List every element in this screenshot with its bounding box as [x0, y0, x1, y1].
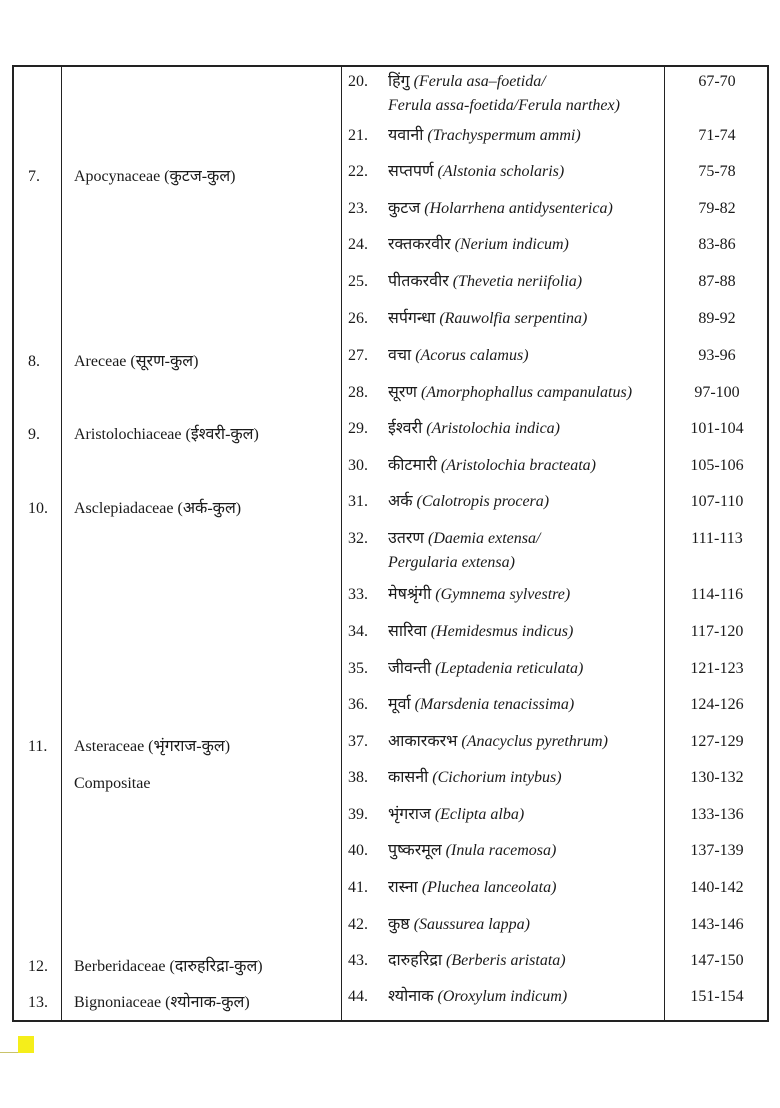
hindi-name: आकारकरभ	[388, 733, 458, 750]
page-range: 83-86	[698, 236, 736, 253]
family-name: Bignoniaceae (श्योनाक-कुल)	[74, 994, 250, 1011]
page-range: 133-136	[690, 806, 744, 823]
entry-title	[388, 529, 540, 549]
hindi-name: सप्तपर्ण	[388, 163, 434, 180]
scientific-name: (Aristolochia bracteata)	[440, 457, 596, 474]
hindi-name: उतरण	[388, 530, 425, 547]
column-divider	[341, 67, 342, 1020]
page-range: 87-88	[698, 273, 736, 290]
scientific-name: (Pluchea lanceolata)	[421, 879, 557, 896]
entry-title	[388, 732, 608, 752]
page-range: 137-139	[690, 842, 744, 859]
entry-title	[388, 695, 574, 715]
scientific-name: (Thevetia neriifolia)	[452, 273, 583, 290]
entry-number: 31.	[348, 493, 368, 510]
hindi-name: जीवन्ती	[388, 660, 432, 677]
page-range: 121-123	[690, 660, 744, 677]
entry-title	[388, 199, 613, 219]
entry-title	[388, 162, 564, 182]
scientific-name: (Anacyclus pyrethrum)	[461, 733, 608, 750]
page-range: 71-74	[698, 127, 736, 144]
page-range: 130-132	[690, 769, 744, 786]
column-divider	[61, 67, 62, 1020]
scientific-name: (Holarrhena antidysenterica)	[424, 200, 613, 217]
page-range: 107-110	[690, 493, 744, 510]
hindi-name: यवानी	[388, 127, 424, 144]
entry-number: 32.	[348, 530, 368, 547]
family-name: Berberidaceae (दारुहरिद्रा-कुल)	[74, 958, 263, 975]
page-range: 111-113	[691, 530, 743, 547]
page-range: 93-96	[698, 347, 736, 364]
hindi-name: सूरण	[388, 384, 417, 401]
entry-number: 41.	[348, 879, 368, 896]
entry-title	[388, 659, 583, 679]
scientific-name: (Aristolochia indica)	[426, 420, 561, 437]
entry-number: 28.	[348, 384, 368, 401]
page-range: 117-120	[690, 623, 744, 640]
scientific-name-continued: Pergularia extensa)	[388, 554, 515, 571]
column-divider	[664, 67, 665, 1020]
entry-number: 44.	[348, 988, 368, 1005]
page-range: 140-142	[690, 879, 744, 896]
hindi-name: रक्तकरवीर	[388, 236, 451, 253]
scientific-name: (Nerium indicum)	[454, 236, 569, 253]
entry-title	[388, 841, 556, 861]
hindi-name: कुष्ठ	[388, 916, 410, 933]
family-name: Areceae (सूरण-कुल)	[74, 353, 199, 370]
entry-title	[388, 622, 573, 642]
scientific-name: (Inula racemosa)	[445, 842, 557, 859]
family-name: Asteraceae (भृंगराज-कुल)	[74, 738, 231, 755]
entry-title	[388, 235, 569, 255]
family-number: 12.	[28, 958, 48, 975]
entry-title	[388, 585, 570, 605]
scientific-name: (Acorus calamus)	[415, 347, 529, 364]
hindi-name: हिंगु	[388, 73, 410, 90]
entry-number: 27.	[348, 347, 368, 364]
entry-title	[388, 492, 549, 512]
scientific-name: (Cichorium intybus)	[432, 769, 562, 786]
entry-number: 39.	[348, 806, 368, 823]
entry-number: 37.	[348, 733, 368, 750]
entry-title	[388, 126, 581, 146]
family-name: Apocynaceae (कुटज-कुल)	[74, 168, 236, 185]
family-number: 10.	[28, 500, 48, 517]
entry-number: 35.	[348, 660, 368, 677]
family-alt-name: Compositae	[74, 775, 151, 792]
page-range: 101-104	[690, 420, 744, 437]
entry-number: 20.	[348, 73, 368, 90]
entry-title	[388, 383, 632, 403]
entry-title	[388, 419, 560, 439]
hindi-name: श्योनाक	[388, 988, 434, 1005]
page-range: 124-126	[690, 696, 744, 713]
scientific-name: (Rauwolfia serpentina)	[439, 310, 588, 327]
page-range: 151-154	[690, 988, 744, 1005]
entry-number: 21.	[348, 127, 368, 144]
scientific-name: (Ferula asa–foetida/	[413, 73, 546, 90]
entry-title	[388, 72, 546, 92]
entry-number: 23.	[348, 200, 368, 217]
entry-title	[388, 951, 566, 971]
entry-number: 33.	[348, 586, 368, 603]
hindi-name: दारुहरिद्रा	[388, 952, 443, 969]
scientific-name: (Gymnema sylvestre)	[435, 586, 571, 603]
hindi-name: कुटज	[388, 200, 421, 217]
scientific-name: (Eclipta alba)	[434, 806, 525, 823]
page-range: 75-78	[698, 163, 736, 180]
hindi-name: सारिवा	[388, 623, 427, 640]
scientific-name: (Amorphophallus campanulatus)	[420, 384, 633, 401]
entry-title	[388, 878, 556, 898]
scientific-name: (Daemia extensa/	[428, 530, 541, 547]
entry-number: 30.	[348, 457, 368, 474]
hindi-name: कीटमारी	[388, 457, 437, 474]
scientific-name: (Saussurea lappa)	[413, 916, 531, 933]
hindi-name: सर्पगन्धा	[388, 310, 436, 327]
family-number: 9.	[28, 426, 40, 443]
highlight-marker	[18, 1036, 34, 1053]
entry-number: 29.	[348, 420, 368, 437]
entry-title	[388, 805, 524, 825]
scientific-name: (Oroxylum indicum)	[437, 988, 568, 1005]
page-range: 143-146	[690, 916, 744, 933]
scientific-name: (Berberis aristata)	[446, 952, 566, 969]
family-name: Asclepiadaceae (अर्क-कुल)	[74, 500, 242, 517]
entry-number: 26.	[348, 310, 368, 327]
entry-number: 42.	[348, 916, 368, 933]
hindi-name: भृंगराज	[388, 806, 431, 823]
hindi-name: मेषश्रृंगी	[388, 586, 432, 603]
family-number: 8.	[28, 353, 40, 370]
family-name: Aristolochiaceae (ईश्वरी-कुल)	[74, 426, 259, 443]
margin-line	[0, 1052, 18, 1053]
hindi-name: ईश्वरी	[388, 420, 423, 437]
page-range: 97-100	[694, 384, 740, 401]
family-number: 13.	[28, 994, 48, 1011]
entry-title	[388, 456, 596, 476]
contents-table	[12, 65, 769, 1022]
page-range: 67-70	[698, 73, 736, 90]
page-range: 79-82	[698, 200, 736, 217]
hindi-name: अर्क	[388, 493, 413, 510]
entry-title	[388, 346, 529, 366]
page-range: 114-116	[690, 586, 744, 603]
hindi-name: पीतकरवीर	[388, 273, 449, 290]
scientific-name: (Alstonia scholaris)	[437, 163, 565, 180]
family-number: 11.	[28, 738, 48, 755]
entry-number: 25.	[348, 273, 368, 290]
scientific-name-continued: Ferula assa-foetida/Ferula narthex)	[388, 97, 620, 114]
page-range: 105-106	[690, 457, 744, 474]
page-range: 89-92	[698, 310, 736, 327]
family-number: 7.	[28, 168, 40, 185]
entry-title	[388, 768, 562, 788]
entry-title	[388, 272, 582, 292]
entry-title	[388, 915, 530, 935]
page-range: 127-129	[690, 733, 744, 750]
entry-title	[388, 309, 587, 329]
hindi-name: मूर्वा	[388, 696, 411, 713]
hindi-name: पुष्करमूल	[388, 842, 442, 859]
scientific-name: (Trachyspermum ammi)	[427, 127, 581, 144]
hindi-name: कासनी	[388, 769, 429, 786]
entry-number: 24.	[348, 236, 368, 253]
scientific-name: (Leptadenia reticulata)	[435, 660, 584, 677]
entry-number: 40.	[348, 842, 368, 859]
entry-number: 34.	[348, 623, 368, 640]
page-range: 147-150	[690, 952, 744, 969]
entry-number: 38.	[348, 769, 368, 786]
entry-number: 43.	[348, 952, 368, 969]
entry-title	[388, 987, 567, 1007]
entry-number: 22.	[348, 163, 368, 180]
entry-number: 36.	[348, 696, 368, 713]
scientific-name: (Hemidesmus indicus)	[430, 623, 574, 640]
hindi-name: रास्ना	[388, 879, 418, 896]
scientific-name: (Marsdenia tenacissima)	[414, 696, 575, 713]
hindi-name: वचा	[388, 347, 412, 364]
scientific-name: (Calotropis procera)	[416, 493, 550, 510]
